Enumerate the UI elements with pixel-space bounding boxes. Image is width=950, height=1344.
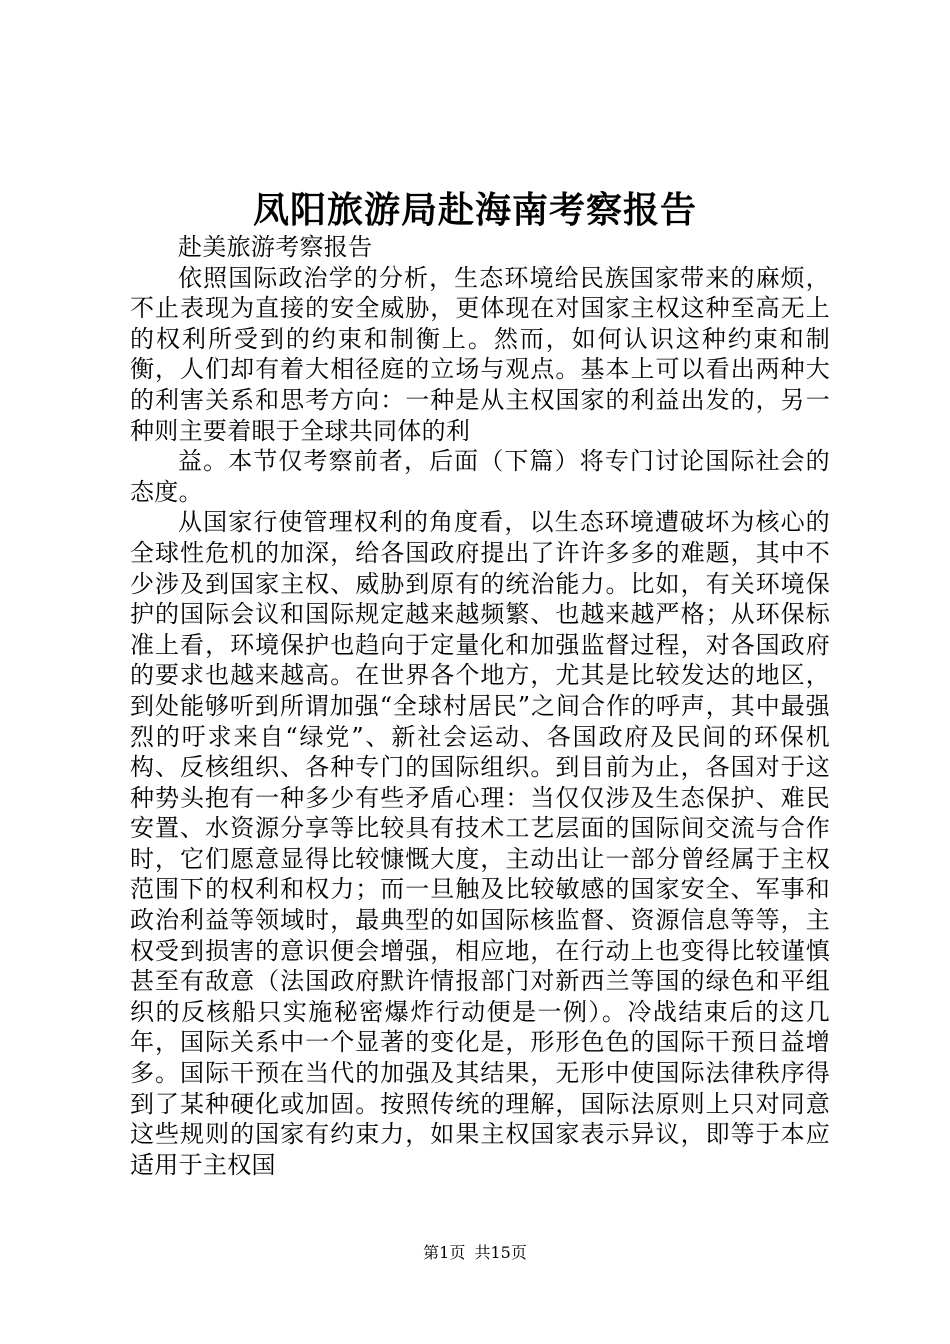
paragraph-3: 从国家行使管理权利的角度看，以生态环境遭破坏为核心的全球性危机的加深，给各国政府提出了许许多多的难题，其中不少涉及到国家主权、威胁到原有的统治能力。比如，有关环境保护的国际会议和国际规定越来越频繁、也越来越严格；从环保标准上看，环境保护也趋向于定量化和加强监督过程，对各国政府的要求也越来越高。在世界各个地方，尤其是比较发达的地区，到处能够听到所谓加强“全球村居民”之间合作的呼声，其中最强烈的吁求来自“绿党”、新社会运动、各国政府及民间的环保机构、反核组织、各种专门的国际组织。到目前为止，各国对于这种势头抱有一种多少有些矛盾心理：当仅仅涉及生态保护、难民安置、水资源分享等比较具有技术工艺层面的国际间交流与合作时，它们愿意显得比较慷慨大度，主动出让一部分曾经属于主权范围下的权利和权力；而一旦触及比较敏感的国家安全、军事和政治利益等领域时，最典型的如国际核监督、资源信息等等，主权受到损害的意识便会增强，相应地，在行动上也变得比较谨慎甚至有敌意（法国政府默许情报部门对新西兰等国的绿色和平组织的反核船只实施秘密爆炸行动便是一例）。冷战结束后的这几年，国际关系中一个显著的变化是，形形色色的国际干预日益增多。国际干预在当代的加强及其结果，无形中使国际法律秩序得到了某种硬化或加固。按照传统的理解，国际法原则上只对同意这些规则的国家有约束力，如果主权国家表示异议，即等于本应适用于主权国 (130, 508, 830, 1179)
paragraph-2: 益。本节仅考察前者，后面（下篇）将专门讨论国际社会的态度。 (130, 447, 830, 506)
paragraph-subtitle: 赴美旅游考察报告 (178, 233, 373, 261)
page-total: 共15页 (474, 1243, 527, 1262)
document-title: 凤阳旅游局赴海南考察报告 (252, 189, 697, 231)
page-number: 第1页 (423, 1243, 466, 1262)
document-body (130, 232, 830, 1180)
paragraph-1: 依照国际政治学的分析，生态环境给民族国家带来的麻烦，不止表现为直接的安全威胁，更体现在对国家主权这种至高无上的权利所受到的约束和制衡上。然而，如何认识这种约束和制衡，人们却有着大相径庭的立场与观点。基本上可以看出两种大的利害关系和思考方向：一种是从主权国家的利益出发的，另一种则主要着眼于全球共同体的利 (130, 263, 830, 445)
page-footer (0, 1242, 950, 1264)
